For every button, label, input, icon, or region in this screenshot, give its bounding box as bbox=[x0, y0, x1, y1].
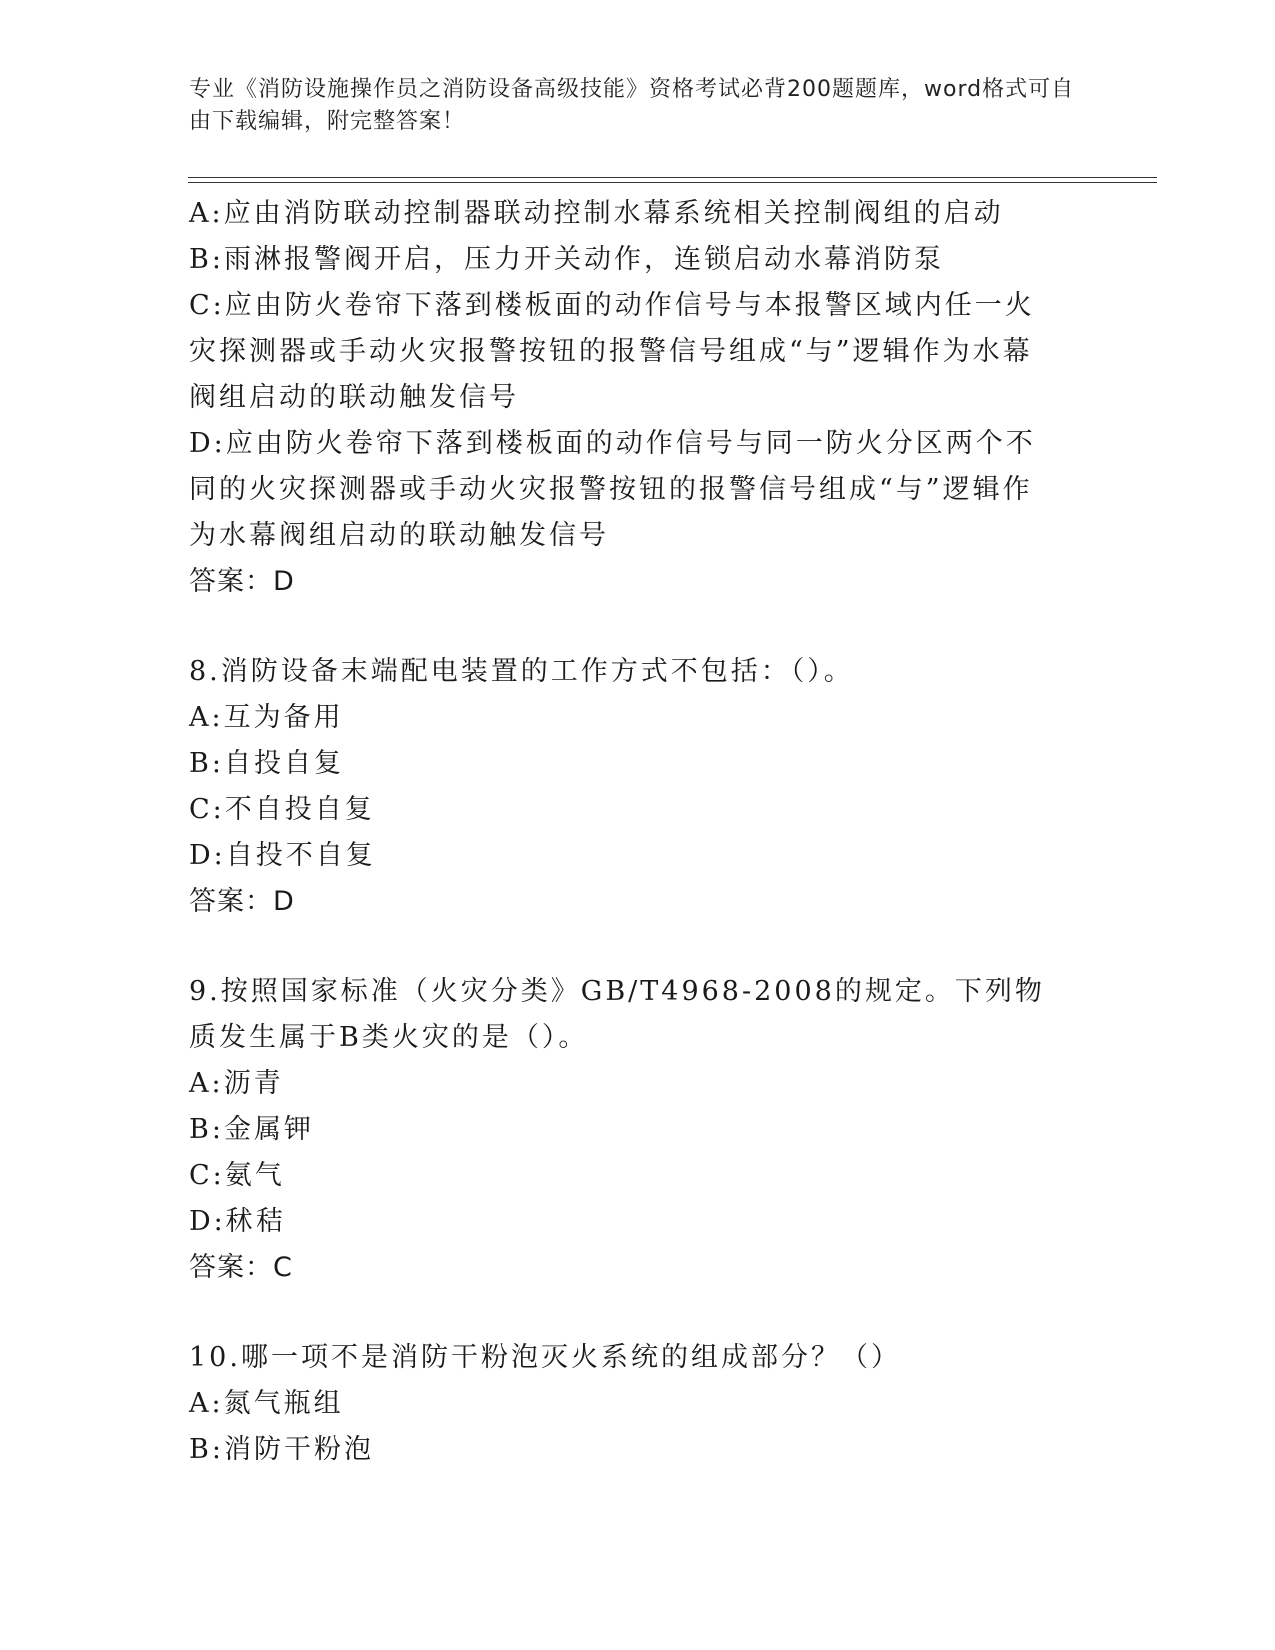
q10-option-b bbox=[189, 1427, 1089, 1473]
option-text: 秫秸 bbox=[225, 1206, 286, 1237]
option-text: 自投自复 bbox=[223, 748, 344, 779]
q10-option-a bbox=[189, 1381, 1089, 1427]
document-header: 专业《消防设施操作员之消防设备高级技能》资格考试必背200题题库，word格式可自由下载编辑，附完整答案！ bbox=[189, 77, 1075, 134]
option-key: C: bbox=[189, 794, 225, 825]
option-key: A: bbox=[189, 1068, 224, 1099]
option-text: 应由消防联动控制器联动控制水幕系统相关控制阀组的启动 bbox=[223, 198, 1004, 229]
option-key: D: bbox=[189, 428, 226, 459]
q8-option-a bbox=[189, 695, 1089, 741]
option-key: B: bbox=[189, 244, 224, 275]
option-key: D: bbox=[189, 840, 226, 871]
q9-answer: 答案：C bbox=[189, 1252, 293, 1283]
option-key: D: bbox=[189, 1206, 226, 1237]
q8-option-d bbox=[189, 833, 1089, 879]
option-text: 氮气瓶组 bbox=[223, 1388, 344, 1419]
option-key: A: bbox=[189, 1388, 224, 1419]
q7-option-c bbox=[189, 283, 1059, 421]
q7-option-b bbox=[189, 237, 1089, 283]
q8-question: 8.消防设备末端配电装置的工作方式不包括：（）。 bbox=[189, 656, 854, 687]
q8-answer: 答案：D bbox=[189, 886, 295, 917]
option-text: 氨气 bbox=[224, 1160, 285, 1191]
option-key: A: bbox=[189, 198, 224, 229]
option-text: 沥青 bbox=[223, 1068, 284, 1099]
option-text: 金属钾 bbox=[223, 1114, 314, 1145]
q7-answer: 答案：D bbox=[189, 566, 295, 597]
q10-question: 10.哪一项不是消防干粉泡灭火系统的组成部分？（） bbox=[189, 1342, 901, 1373]
q8-option-c bbox=[189, 787, 1089, 833]
option-key: B: bbox=[189, 748, 224, 779]
q7-option-a bbox=[189, 191, 1089, 237]
option-text: 应由防火卷帘下落到楼板面的动作信号与本报警区域内任一火灾探测器或手动火灾报警按钮的报警信号组成“与”逻辑作为水幕阀组启动的联动触发信号 bbox=[189, 290, 1035, 413]
option-key: C: bbox=[189, 1160, 225, 1191]
option-text: 不自投自复 bbox=[224, 794, 375, 825]
option-text: 互为备用 bbox=[223, 702, 344, 733]
option-text: 应由防火卷帘下落到楼板面的动作信号与同一防火分区两个不同的火灾探测器或手动火灾报警按钮的报警信号组成“与”逻辑作为水幕阀组启动的联动触发信号 bbox=[189, 428, 1036, 551]
question-content bbox=[189, 191, 1089, 1473]
q9-option-c bbox=[189, 1153, 1089, 1199]
option-key: B: bbox=[189, 1114, 224, 1145]
q9-option-d bbox=[189, 1199, 1089, 1245]
option-key: A: bbox=[189, 702, 224, 733]
option-key: C: bbox=[189, 290, 225, 321]
option-text: 雨淋报警阀开启，压力开关动作，连锁启动水幕消防泵 bbox=[223, 244, 944, 275]
option-text: 消防干粉泡 bbox=[223, 1434, 374, 1465]
q7-option-d bbox=[189, 421, 1059, 559]
q8-option-b bbox=[189, 741, 1089, 787]
header-rule-bottom bbox=[188, 182, 1157, 183]
q9-option-b bbox=[189, 1107, 1089, 1153]
option-text: 自投不自复 bbox=[225, 840, 376, 871]
q9-question: 9.按照国家标准（火灾分类》GB/T4968-2008的规定。下列物质发生属于B类火灾的是（）。 bbox=[189, 976, 1045, 1053]
q9-option-a bbox=[189, 1061, 1089, 1107]
header-rule-top bbox=[188, 177, 1157, 178]
option-key: B: bbox=[189, 1434, 224, 1465]
